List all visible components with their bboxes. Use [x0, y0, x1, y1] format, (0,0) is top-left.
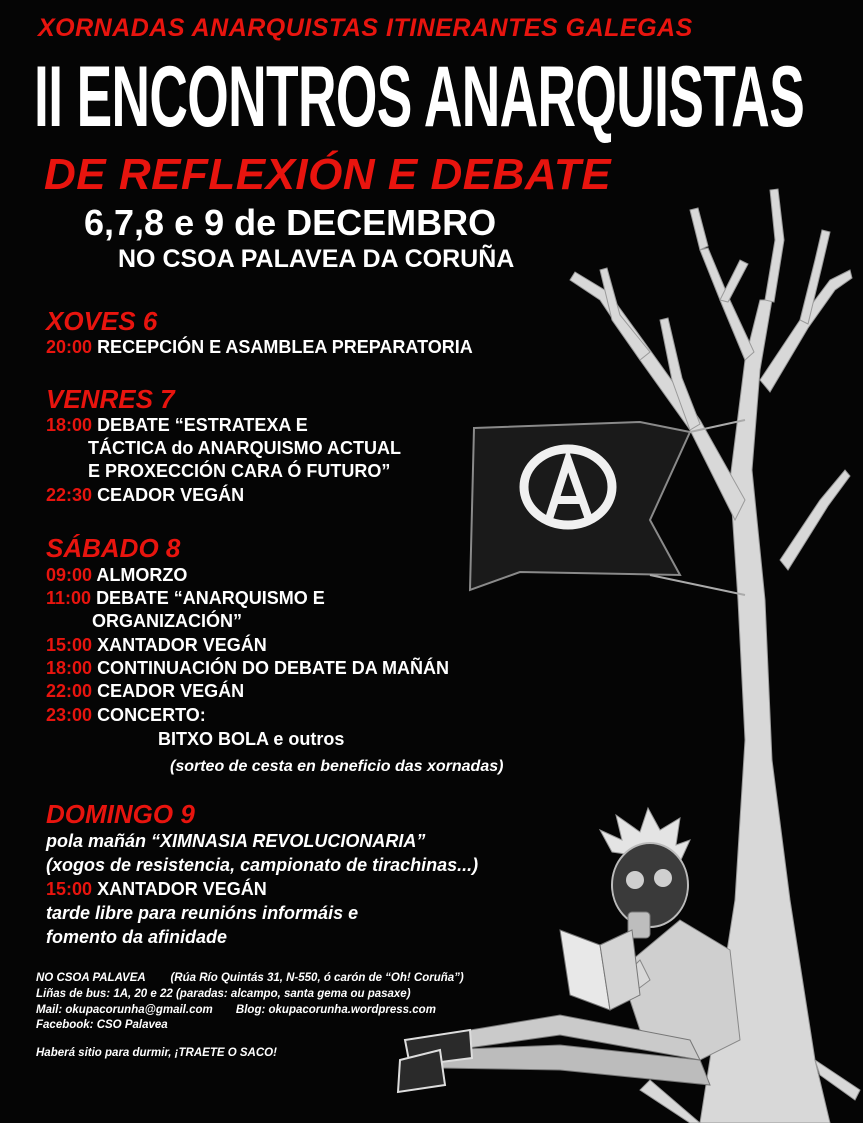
schedule-row [46, 485, 244, 506]
event-dates: 6,7,8 e 9 de DECEMBRO [84, 202, 497, 243]
schedule-row [46, 415, 308, 436]
schedule-time: 15:00 [46, 879, 93, 899]
schedule-row [46, 337, 473, 358]
footer-blog: Blog: okupacorunha.wordpress.com [235, 1004, 436, 1016]
raffle-note: (sorteo de cesta en beneficio das xornadas) [170, 758, 504, 775]
schedule-activity: DEBATE “ANARQUISMO E [96, 588, 325, 608]
page-title: II ENCONTROS ANARQUISTAS [34, 49, 805, 145]
footer-bus-lines: Liñas de bus: 1A, 20 e 22 (paradas: alcampo, santa gema ou pasaxe) [36, 988, 411, 1000]
footer-address: (Rúa Río Quintás 31, N-550, ó carón de “Oh! Coruña”) [170, 972, 464, 984]
schedule-row [46, 681, 244, 702]
schedule-activity: RECEPCIÓN E ASAMBLEA PREPARATORIA [97, 337, 473, 357]
sunday-morning: pola mañán “XIMNASIA REVOLUCIONARIA” [46, 831, 426, 851]
schedule-activity: CONCERTO: [97, 705, 206, 725]
schedule-activity: CEADOR VEGÁN [97, 681, 245, 701]
footer-mail: Mail: okupacorunha@gmail.com [36, 1004, 213, 1016]
schedule-activity: CEADOR VEGÁN [97, 485, 245, 505]
schedule-row [46, 635, 267, 656]
kicker-line: XORNADAS ANARQUISTAS ITINERANTES GALEGAS [38, 14, 693, 42]
schedule-continuation: ORGANIZACIÓN” [92, 611, 242, 631]
schedule-time: 09:00 [46, 565, 93, 585]
schedule-time: 18:00 [46, 415, 93, 435]
footer-venue-name: NO CSOA PALAVEA [36, 972, 146, 984]
subtitle: DE REFLEXIÓN E DEBATE [44, 150, 612, 199]
day-heading-sunday: DOMINGO 9 [46, 799, 195, 829]
concert-lineup: BITXO BOLA e outros [158, 729, 345, 749]
gas-mask-reader-icon [398, 808, 740, 1092]
schedule-time: 11:00 [46, 588, 92, 608]
schedule-time: 23:00 [46, 705, 93, 725]
schedule-row [46, 658, 449, 679]
schedule-time: 20:00 [46, 337, 93, 357]
schedule-time: 15:00 [46, 635, 93, 655]
sunday-afternoon: tarde libre para reunións informáis e [46, 903, 359, 923]
footer-contact-line [36, 1004, 436, 1016]
footer-address-line [36, 972, 464, 984]
schedule-continuation: TÁCTICA do ANARQUISMO ACTUAL [88, 438, 401, 458]
schedule-time: 18:00 [46, 658, 93, 678]
day-heading-thursday: XOVES 6 [46, 306, 158, 336]
schedule-row [46, 588, 325, 609]
schedule-time: 22:30 [46, 485, 93, 505]
sunday-afternoon: fomento da afinidade [46, 927, 228, 947]
day-heading-friday: VENRES 7 [46, 384, 175, 414]
schedule-row [46, 705, 206, 726]
sunday-morning-note: (xogos de resistencia, campionato de tirachinas...) [46, 855, 479, 875]
schedule-time: 22:00 [46, 681, 93, 701]
day-heading-saturday: SÁBADO 8 [46, 533, 181, 563]
footer-sleeping-note: Haberá sitio para durmir, ¡TRAETE O SACO! [36, 1047, 277, 1059]
event-venue: NO CSOA PALAVEA DA CORUÑA [118, 245, 515, 273]
schedule-activity: XANTADOR VEGÁN [97, 879, 267, 899]
schedule-activity: DEBATE “ESTRATEXA E [97, 415, 308, 435]
schedule-activity: ALMORZO [96, 565, 188, 585]
footer-facebook: Facebook: CSO Palavea [36, 1019, 168, 1031]
schedule-activity: XANTADOR VEGÁN [97, 635, 267, 655]
schedule-activity: CONTINUACIÓN DO DEBATE DA MAÑÁN [97, 658, 450, 678]
schedule-row [46, 879, 267, 900]
schedule-row [46, 565, 187, 586]
schedule-continuation: E PROXECCIÓN CARA Ó FUTURO” [88, 461, 391, 481]
